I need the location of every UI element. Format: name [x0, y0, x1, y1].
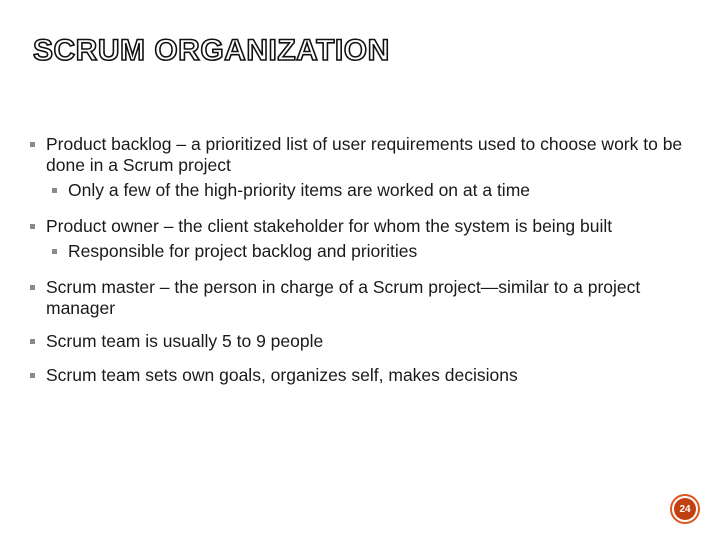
bullet-item-product-owner	[30, 216, 700, 237]
square-bullet-icon	[30, 142, 35, 147]
page-number-badge	[670, 494, 700, 524]
page-number: 24	[674, 498, 696, 520]
sub-bullet-text: Responsible for project backlog and priorities	[68, 241, 418, 261]
sub-bullet-text: Only a few of the high-priority items are worked on at a time	[68, 180, 531, 200]
bullet-item-team-size	[30, 331, 700, 352]
sub-bullet-item	[52, 180, 700, 201]
bullet-item-product-backlog	[30, 134, 700, 176]
square-bullet-icon	[30, 224, 35, 229]
slide-title: SCRUM ORGANIZATION	[33, 34, 390, 67]
bullet-text: Scrum team sets own goals, organizes self, makes decisions	[46, 365, 518, 385]
square-bullet-icon	[52, 188, 57, 193]
bullet-text: Product owner – the client stakeholder for whom the system is being built	[46, 216, 613, 236]
bullet-text: Product backlog – a prioritized list of user requirements used to choose work to be done in a Scrum project	[46, 134, 683, 175]
square-bullet-icon	[52, 249, 57, 254]
bullet-list	[30, 134, 700, 386]
sub-bullet-item	[52, 241, 700, 262]
square-bullet-icon	[30, 339, 35, 344]
bullet-text: Scrum team is usually 5 to 9 people	[46, 331, 324, 351]
square-bullet-icon	[30, 373, 35, 378]
bullet-text: Scrum master – the person in charge of a Scrum project—similar to a project manager	[46, 277, 641, 318]
square-bullet-icon	[30, 285, 35, 290]
bullet-item-team-goals	[30, 365, 700, 386]
bullet-item-scrum-master	[30, 277, 700, 319]
